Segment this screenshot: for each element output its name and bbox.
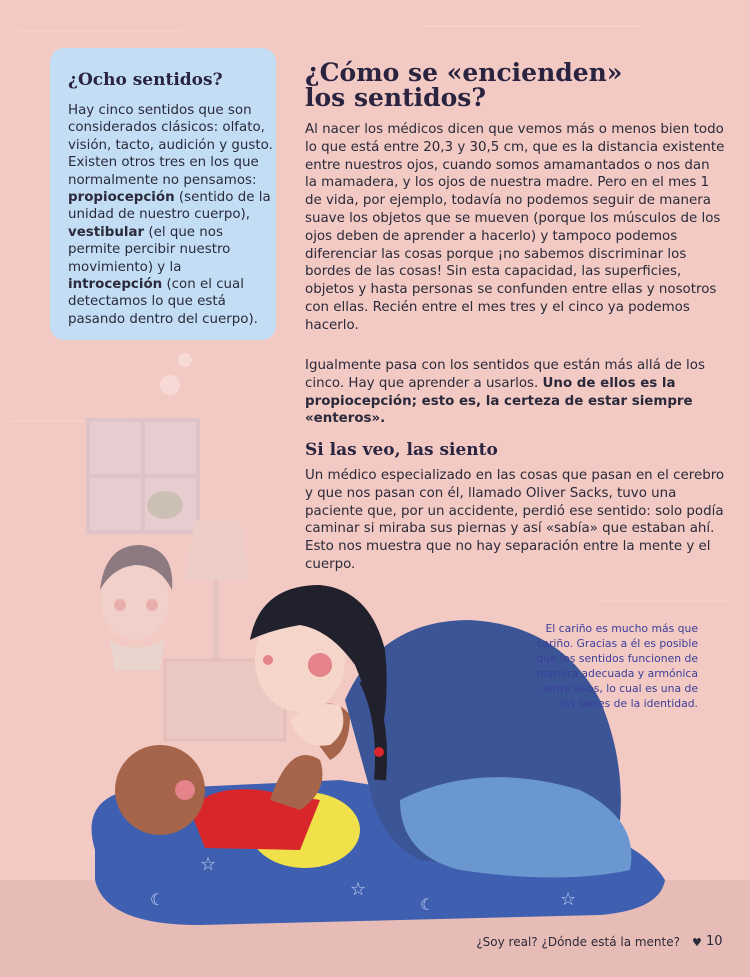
hair-tie — [374, 747, 384, 757]
sidebar-text: (sentido de la unidad de nuestro cuerpo), — [68, 190, 271, 223]
page-title-line: ¿Cómo se «encienden» — [305, 58, 623, 87]
heart-icon: ♥ — [692, 936, 702, 949]
memory-figure — [100, 545, 172, 670]
image-caption: El cariño es mucho más que cariño. Gracias a él es posible que los sentidos funcionen de manera adecuada y armónica entre ellos, lo cual es una de las bases de la identidad. — [536, 622, 698, 710]
mother-cheek — [308, 653, 332, 677]
mother-cheek — [263, 655, 273, 665]
sidebar-term: propiocepción — [68, 190, 175, 206]
thought-bubble — [160, 375, 180, 395]
baby-cheek — [175, 780, 195, 800]
sidebar-term: introcepción — [68, 277, 163, 293]
sidebar-term: vestibular — [68, 224, 145, 240]
section-heading: Si las veo, las siento — [305, 440, 498, 460]
paragraph — [305, 357, 725, 428]
paragraph: Un médico especializado en las cosas que pasan en el cerebro y que nos pasan con él, llamado Oliver Sacks, tuvo una paciente que, por un accidente, perdió ese sentido: solo podía caminar si miraba sus piernas y así «sabía» que estaban ahí. Esto nos muestra que no hay separación entre la mente y el cuerpo. — [305, 468, 725, 572]
paragraph-text: Igualmente pasa con los sentidos que están más allá de los cinco. Hay que aprender a usarlos. — [305, 358, 705, 391]
footer-title: ¿Soy real? ¿Dónde está la mente? — [476, 935, 680, 949]
sidebar-text: Hay cinco sentidos que son considerados clásicos: olfato, visión, tacto, audición y gusto. Existen otros tres en los que normalmente no pensamos: — [68, 103, 273, 188]
paragraph: Al nacer los médicos dicen que vemos más o menos bien todo lo que está entre 20,3 y 30,5 cm, que es la distancia existente entre nuestros ojos, cuando somos amamantados o nos dan la mamadera, y los ojos de nuestra madre. Pero en el mes 1 de vida, por ejemplo, todavía no podemos seguir de manera suave los objetos que se mueven (porque los músculos de los ojos deben de aprender a hacerlo) y tampoco podemos diferenciar las cosas porque ¡no sabemos discriminar los bordes de las cosas! Sin esta capacidad, las superficies, objetos y hasta personas se confunden entre ellas y nosotros con ellas. Recién entre el mes tres y el cinco ya podemos hacerlo. — [305, 122, 725, 333]
moon-icon: ☾ — [150, 890, 165, 909]
star-icon: ☆ — [350, 879, 367, 900]
star-icon: ☆ — [200, 854, 217, 875]
page-title — [305, 60, 725, 110]
moon-icon: ☾ — [420, 895, 435, 914]
page-title-line: los sentidos? — [305, 83, 487, 112]
star-icon: ☆ — [560, 889, 577, 910]
sidebar-text: (con el cual detectamos lo que está pasando dentro del cuerpo). — [68, 277, 258, 327]
sidebar-title: ¿Ocho sentidos? — [68, 70, 223, 90]
page-number: 10 — [706, 934, 723, 949]
sidebar-text: (el que nos permite percibir nuestro movimiento) y la — [68, 224, 231, 275]
sidebar-box — [50, 48, 276, 340]
sidebar-body — [68, 102, 273, 328]
paragraph-emphasis: Uno de ellos es la propiocepción; esto es, la certeza de estar siempre «enteros». — [305, 375, 693, 427]
thought-bubble — [178, 353, 192, 367]
